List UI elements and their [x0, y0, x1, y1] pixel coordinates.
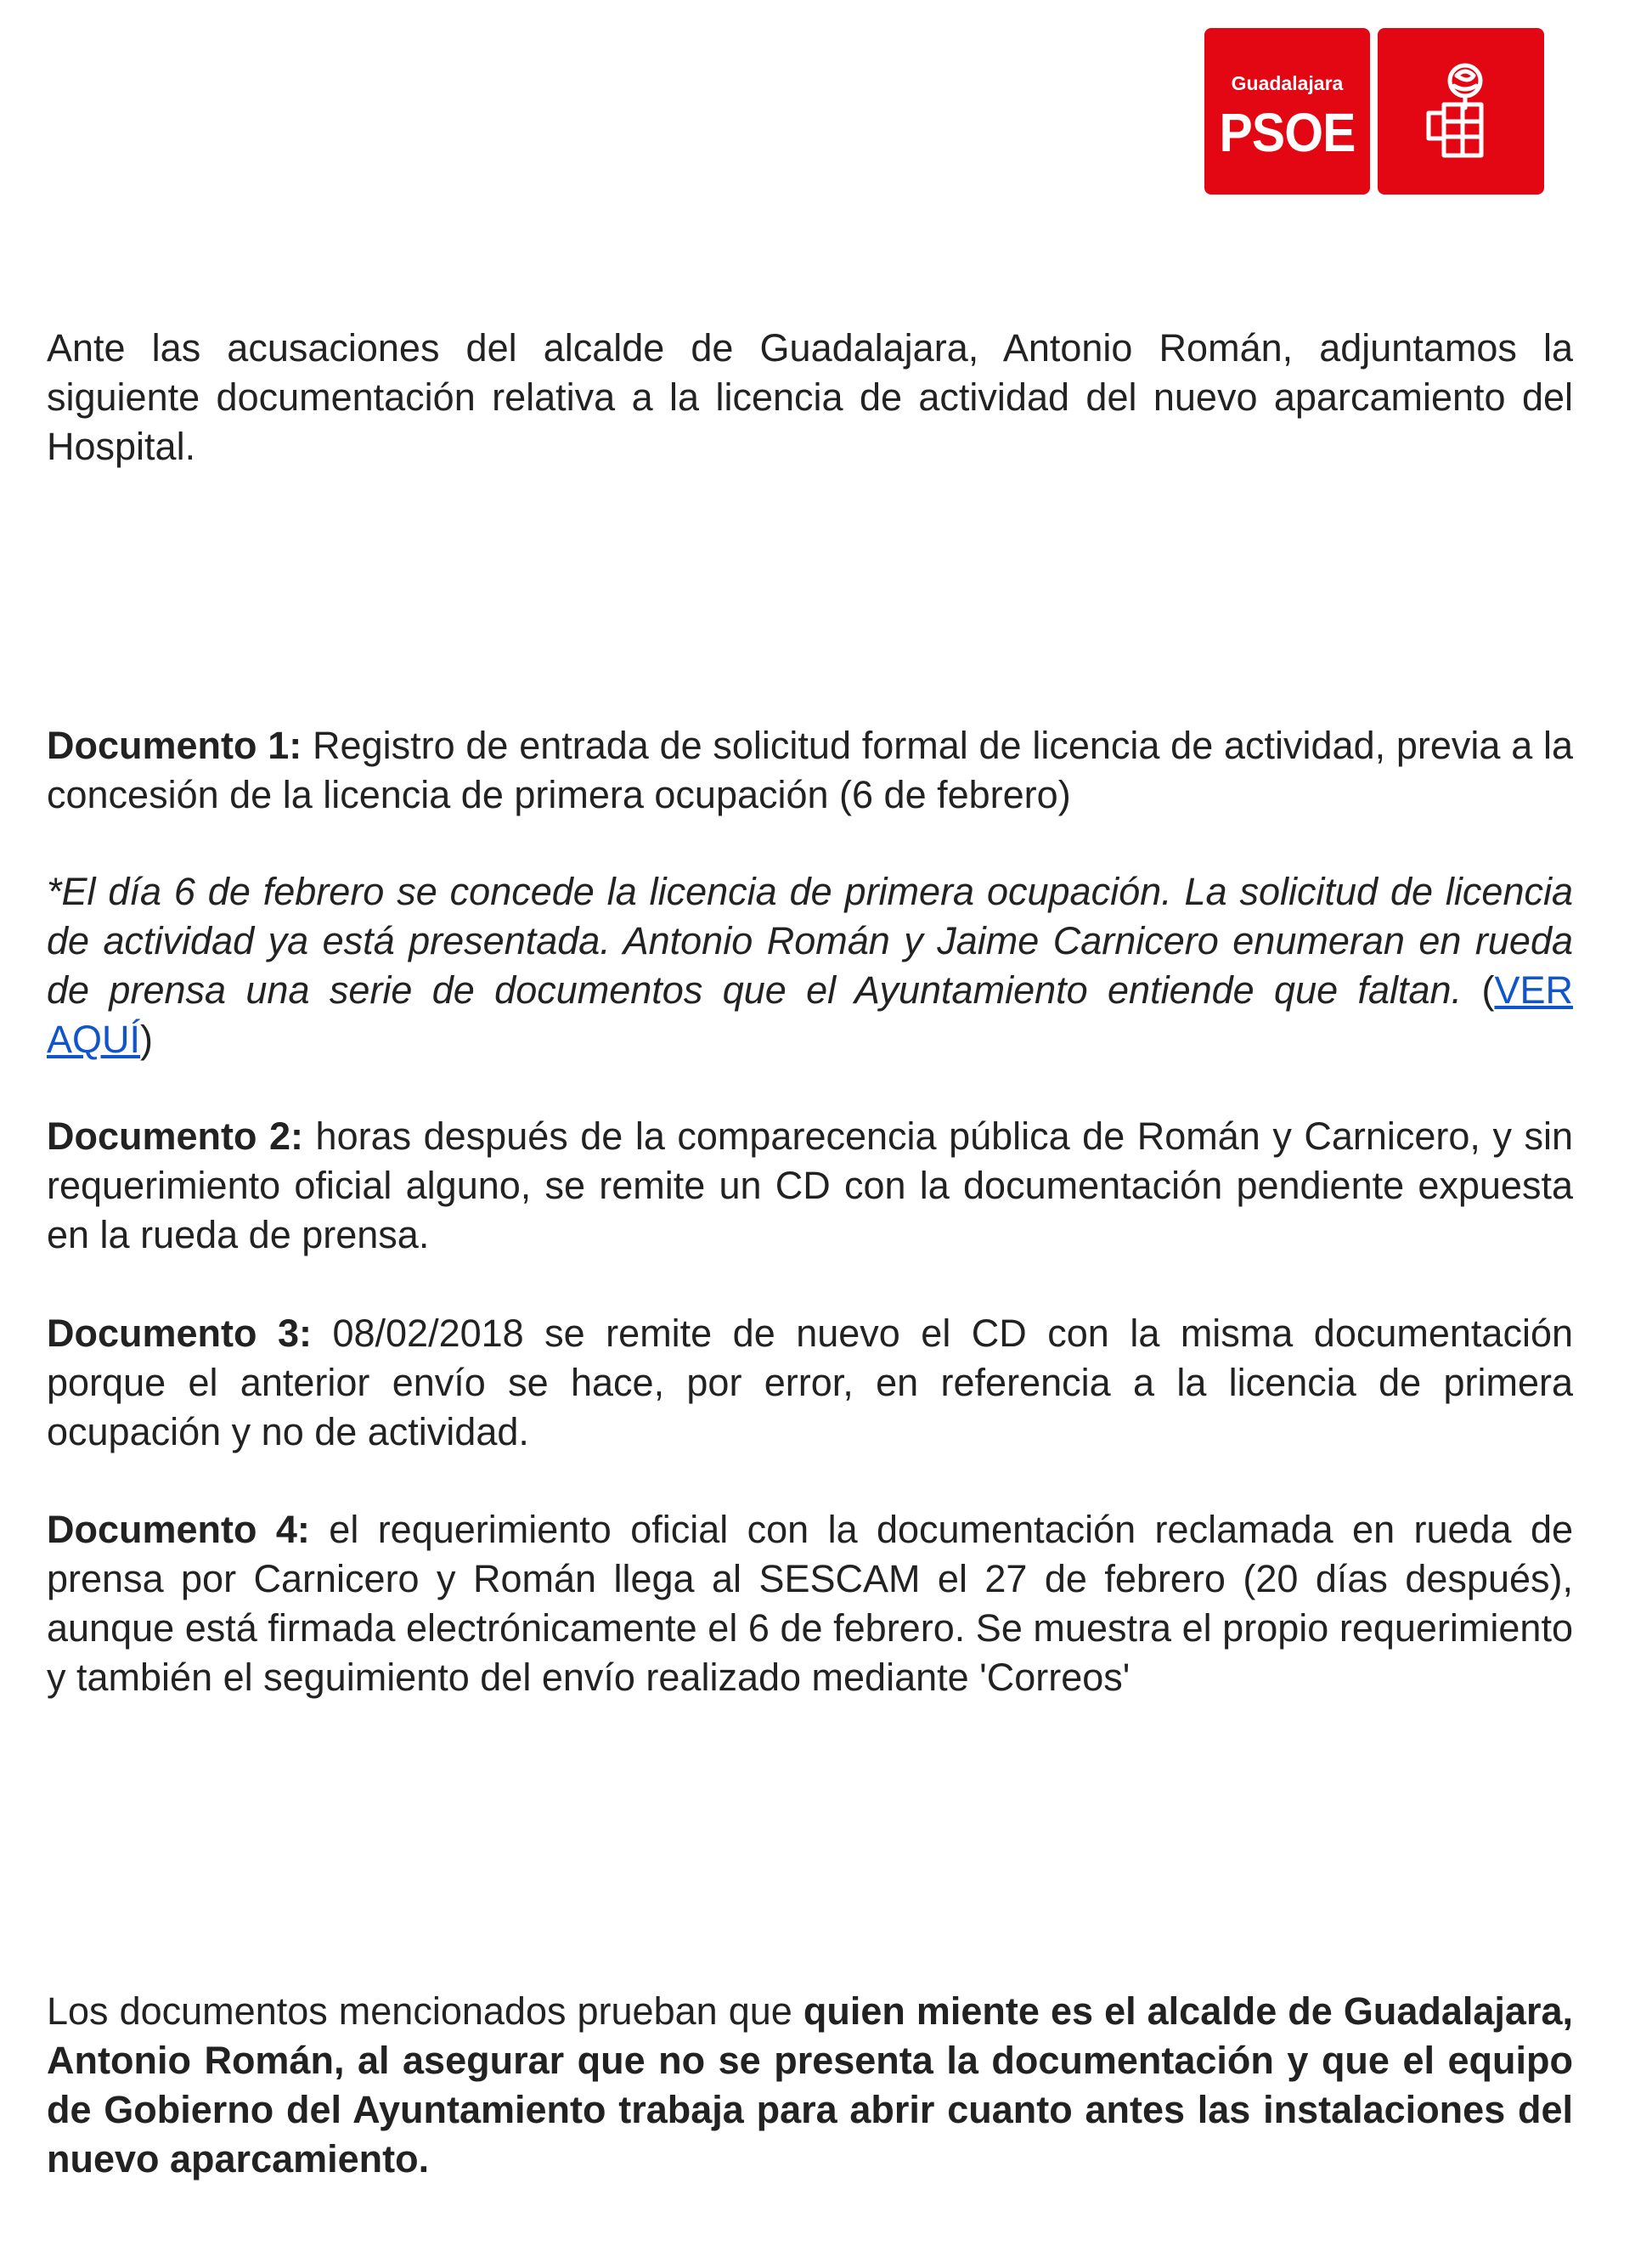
intro-paragraph	[47, 324, 1573, 471]
document-2-label: Documento 2:	[47, 1114, 304, 1158]
psoe-guadalajara-logo	[1204, 28, 1544, 195]
document-4-text: el requerimiento oficial con la documentación reclamada en rueda de prensa por Carnicero y Román llega al SESCAM el 27 de febrero (20 días después), aunque está firmada electrónicamente el 6 de febrero. Se muestra el propio requerimiento y también el seguimiento del envío realizado mediante 'Correos'	[47, 1508, 1574, 1699]
logo-wordmark-panel	[1204, 28, 1370, 195]
document-1-label: Documento 1:	[47, 724, 302, 767]
document-2-paragraph	[47, 1112, 1573, 1260]
conclusion-text: Los documentos mencionados prueban que	[47, 1989, 803, 2033]
logo-party: PSOE	[1219, 102, 1356, 163]
document-3-label: Documento 3:	[47, 1312, 312, 1355]
conclusion-paragraph	[47, 1987, 1573, 2184]
logo-city: Guadalajara	[1231, 72, 1344, 94]
document-2-text: horas después de la comparecencia pública de Román y Carnicero, y sin requerimiento oficial alguno, se remite un CD con la documentación pendiente expuesta en la rueda de prensa.	[47, 1114, 1573, 1256]
note-paren-close: )	[140, 1018, 154, 1061]
intro-text: Ante las acusaciones del alcalde de Guadalajara, Antonio Román, adjuntamos la siguiente documentación relativa a la licencia de actividad del nuevo aparcamiento del Hospital.	[47, 326, 1573, 468]
conclusion-bold-text: quien miente es el alcalde de Guadalajara, Antonio Román, al asegurar que no se presenta la documentación y que el equipo de Gobierno del Ayuntamiento trabaja para abrir cuanto antes las instalaciones del nuevo aparcamiento.	[47, 1989, 1573, 2181]
note-paren-open: (	[1462, 968, 1495, 1012]
rose-in-fist-icon	[1418, 60, 1503, 162]
document-1-paragraph	[47, 721, 1573, 820]
document-1-text: Registro de entrada de solicitud formal de licencia de actividad, previa a la concesión de la licencia de primera ocupación (6 de febrero)	[47, 724, 1574, 816]
note-text: *El día 6 de febrero se concede la licencia de primera ocupación. La solicitud de licencia de actividad ya está presentada. Antonio Román y Jaime Carnicero enumeran en rueda de prensa una serie de documentos que el Ayuntamiento entiende que faltan.	[47, 870, 1573, 1012]
note-paragraph	[47, 867, 1573, 1064]
document-3-text: 08/02/2018 se remite de nuevo el CD con la misma documentación porque el anterior envío se hace, por error, en referencia a la licencia de primera ocupación y no de actividad.	[47, 1312, 1573, 1453]
logo-emblem-panel	[1378, 28, 1544, 195]
ver-aqui-link[interactable]: VER AQUÍ	[47, 968, 1573, 1061]
document-4-label: Documento 4:	[47, 1508, 310, 1551]
document-4-paragraph	[47, 1505, 1573, 1702]
document-3-paragraph	[47, 1309, 1573, 1457]
